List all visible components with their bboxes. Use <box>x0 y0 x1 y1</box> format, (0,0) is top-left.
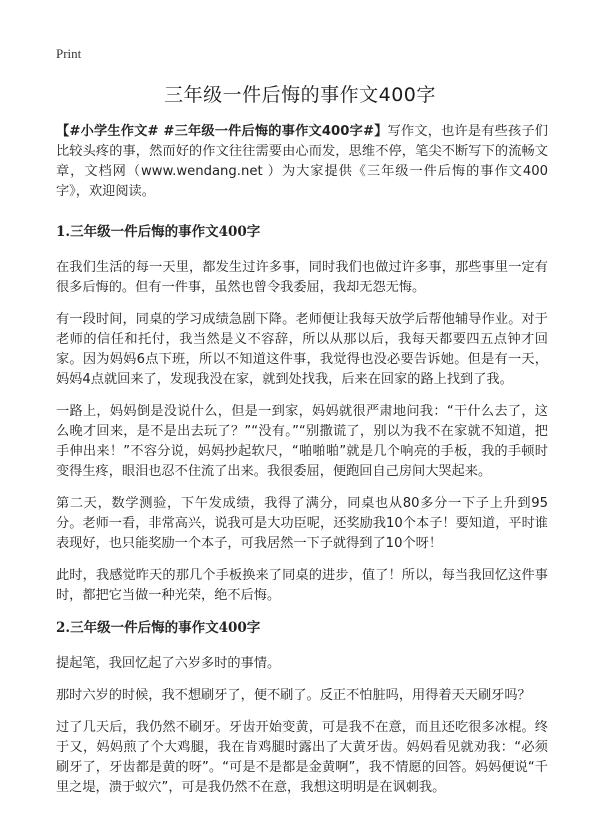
section-1-paragraph: 有一段时间，同桌的学习成绩急剧下降。老师便让我每天放学后帮他辅导作业。对于老师的信任和托付，我当然是义不容辞，所以从那以后，我每天都要四五点钟才回家。因为妈妈6点下班，所以不知道这件事，我觉得也没必要告诉她。但是有一天，妈妈4点就回来了，发现我没在家，就到处找我，后来在回家的路上找到了我。 <box>56 312 548 387</box>
section-1-paragraph: 第二天，数学测验，下午发成绩，我得了满分，同桌也从80多分一下子上升到95分。老师一看，非常高兴，说我可是大功臣呢，还奖励我10个本子！要知道，平时谁表现好，也只能奖励一个本子，可我居然一下子就得到了10个呀！ <box>56 496 548 551</box>
section-1-heading: 1.三年级一件后悔的事作文400字 <box>56 224 261 240</box>
document-body <box>56 122 548 810</box>
intro-text: 写作文，也许是有些孩子们比较头疼的事，然而好的作文往往需要由心而发，思维不停，笔尖不断写下的流畅文章，文档网（www.wendang.net ）为大家提供《三年级一件后悔的事作文400字》，欢迎阅读。 <box>56 124 548 199</box>
print-label: Print <box>56 46 82 61</box>
section-2-paragraph: 提起笔，我回忆起了六岁多时的事情。 <box>56 656 281 671</box>
section-2-paragraph: 那时六岁的时候，我不想刷牙了，便不刷了。反正不怕脏吗，用得着天天刷牙吗？ <box>56 688 531 703</box>
intro-paragraph <box>56 122 548 202</box>
intro-tag: 【#小学生作文# #三年级一件后悔的事作文400字#】 <box>56 124 388 139</box>
section-1-paragraph: 此时，我感觉昨天的那几个手板换来了同桌的进步，值了！所以，每当我回忆这件事时，都把它当做一种光荣，绝不后悔。 <box>56 568 548 603</box>
section-2-heading: 2.三年级一件后悔的事作文400字 <box>56 620 261 636</box>
section-1-paragraph: 在我们生活的每一天里，都发生过许多事，同时我们也做过许多事，那些事里一定有很多后悔的。但有一件事，虽然也曾令我委屈，我却无怨无悔。 <box>56 260 548 295</box>
section-2-paragraph: 过了几天后，我仍然不刷牙。牙齿开始变黄，可是我不在意，而且还吃很多冰棍。终于又，妈妈煎了个大鸡腿，我在肯鸡腿时露出了大黄牙齿。妈妈看见就劝我：“必须刷牙了，牙齿都是黄的呀”。“可是不是都是金黄啊”，我不情愿的回答。妈妈便说“千里之堤，溃于蚁穴”，可是我仍然不在意，我想这明明是在讽刺我。 <box>56 720 548 795</box>
document-title: 三年级一件后悔的事作文400字 <box>164 84 436 106</box>
section-1-paragraph: 一路上，妈妈倒是没说什么，但是一到家，妈妈就很严肃地问我：“干什么去了，这么晚才回来，是不是出去玩了？”“没有。”“别撒谎了，别以为我不在家就不知道，把手伸出来！”不容分说，妈妈抄起软尺，“啪啪啪”就是几个响亮的手板，我的手顿时变得生疼，眼泪也忍不住流了出来。我很委屈，便跑回自己房间大哭起来。 <box>56 404 548 479</box>
